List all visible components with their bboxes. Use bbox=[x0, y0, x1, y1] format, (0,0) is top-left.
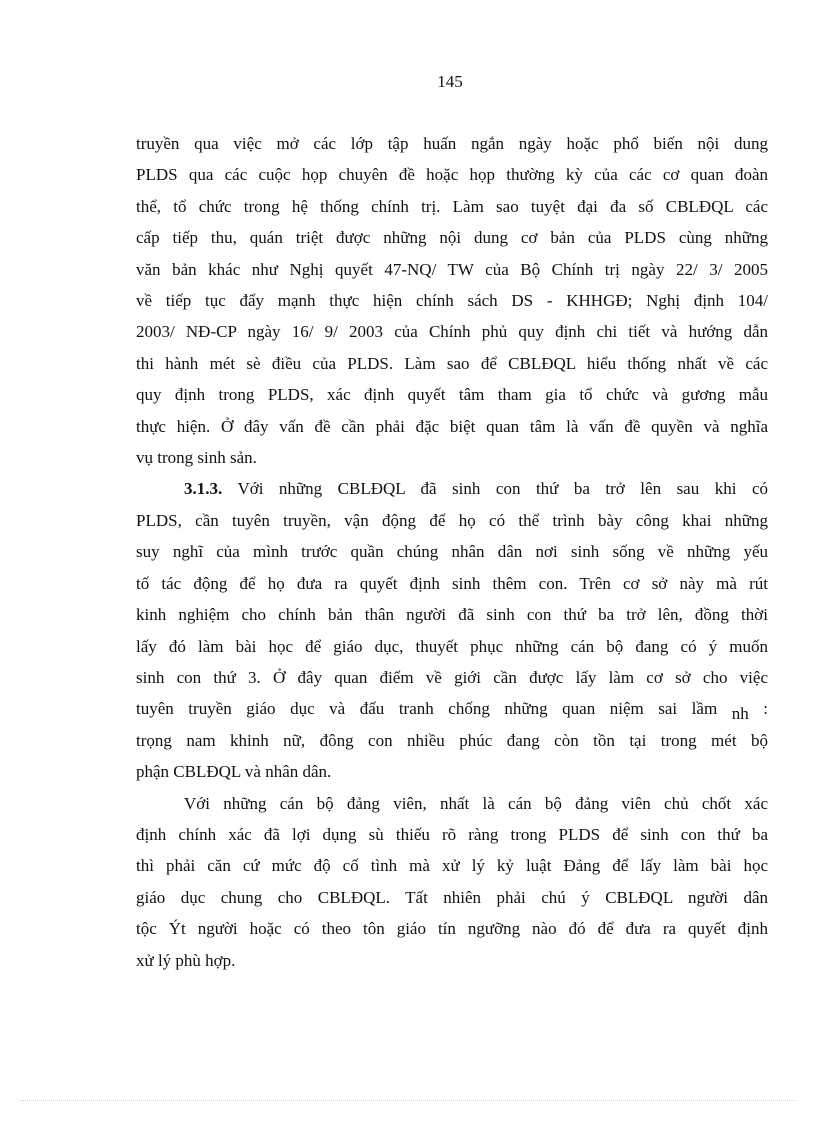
text-line: lấy đó làm bài học để giáo dục, thuyết phục những cán bộ đang có ý muốn bbox=[136, 636, 768, 656]
text-line: suy nghĩ của mình trước quần chúng nhân dân nơi sinh sống về những yếu bbox=[136, 542, 768, 562]
text-line: xử lý phù hợp. bbox=[136, 950, 236, 970]
text-line: thể, tổ chức trong hệ thống chính trị. Làm sao tuyệt đại đa số CBLĐQL các bbox=[136, 196, 768, 216]
text-line: văn bản khác như Nghị quyết 47-NQ/ TW của Bộ Chính trị ngày 22/ 3/ 2005 bbox=[136, 259, 768, 279]
text-line: phận CBLĐQL và nhân dân. bbox=[136, 762, 332, 782]
paragraph-3 bbox=[136, 788, 768, 976]
page-bottom-border bbox=[20, 1100, 796, 1101]
text-run: tuyên truyền giáo dục và đấu tranh chống những quan niệm sai lầm bbox=[136, 699, 732, 719]
page-number: 145 bbox=[437, 72, 463, 91]
text-line: trọng nam khinh nữ, đông con nhiều phúc đang còn tồn tại trong mét bộ bbox=[136, 730, 768, 750]
text-line: quy định trong PLDS, xác định quyết tâm tham gia tổ chức và gương mẫu bbox=[136, 385, 768, 405]
paragraph-2 bbox=[136, 473, 768, 787]
text-line: tố tác động để họ đưa ra quyết định sinh thêm con. Trên cơ sở này mà rút bbox=[136, 573, 768, 593]
text-line: tộc Ýt người hoặc có theo tôn giáo tín ngưỡng nào đó để đưa ra quyết định bbox=[136, 919, 768, 939]
text-line: thì phải căn cứ mức độ cố tình mà xử lý kỷ luật Đảng để lấy làm bài học bbox=[136, 856, 768, 876]
text-line: thi hành mét sè điều của PLDS. Làm sao để CBLĐQL hiểu thống nhất về các bbox=[136, 353, 768, 373]
text-line: thực hiện. Ở đây vấn đề cần phải đặc biệt quan tâm là vấn đề quyền và nghĩa bbox=[136, 416, 768, 436]
text-line: PLDS, cần tuyên truyền, vận động để họ có thể trình bày công khai những bbox=[136, 510, 768, 530]
text-run: : bbox=[748, 699, 768, 719]
text-line: vụ trong sinh sản. bbox=[136, 448, 257, 468]
text-line: cấp tiếp thu, quán triệt được những nội dung cơ bản của PLDS cùng những bbox=[136, 228, 768, 248]
text-line: giáo dục chung cho CBLĐQL. Tất nhiên phải chú ý CBLĐQL người dân bbox=[136, 887, 768, 907]
text-line bbox=[136, 473, 768, 504]
document-body bbox=[136, 128, 768, 976]
text-line: Với những cán bộ đảng viên, nhất là cán bộ đảng viên chủ chốt xác bbox=[184, 793, 768, 813]
text-line: về tiếp tục đẩy mạnh thực hiện chính sách DS - KHHGĐ; Nghị định 104/ bbox=[136, 291, 768, 311]
text-line: kinh nghiệm cho chính bản thân người đã sinh con thứ ba trở lên, đồng thời bbox=[136, 605, 768, 625]
text-line: sinh con thứ 3. Ở đây quan điểm về giới cần được lấy làm cơ sở cho việc bbox=[136, 667, 768, 687]
section-number: 3.1.3. bbox=[184, 479, 223, 499]
subscript-run: nh bbox=[731, 704, 749, 724]
text-run: Với những CBLĐQL đã sinh con thứ ba trở lên sau khi có bbox=[222, 479, 768, 499]
text-line: truyền qua việc mở các lớp tập huấn ngắn ngày hoặc phổ biến nội dung bbox=[136, 134, 768, 153]
text-line: định chính xác đã lợi dụng sù thiếu rõ ràng trong PLDS để sinh con thứ ba bbox=[136, 824, 768, 844]
text-line: 2003/ NĐ-CP ngày 16/ 9/ 2003 của Chính phủ quy định chi tiết và hướng dẫn bbox=[136, 322, 768, 342]
text-line: PLDS qua các cuộc họp chuyên đề hoặc họp thường kỳ của các cơ quan đoàn bbox=[136, 165, 768, 185]
text-line bbox=[136, 693, 768, 724]
paragraph-1 bbox=[136, 128, 768, 473]
